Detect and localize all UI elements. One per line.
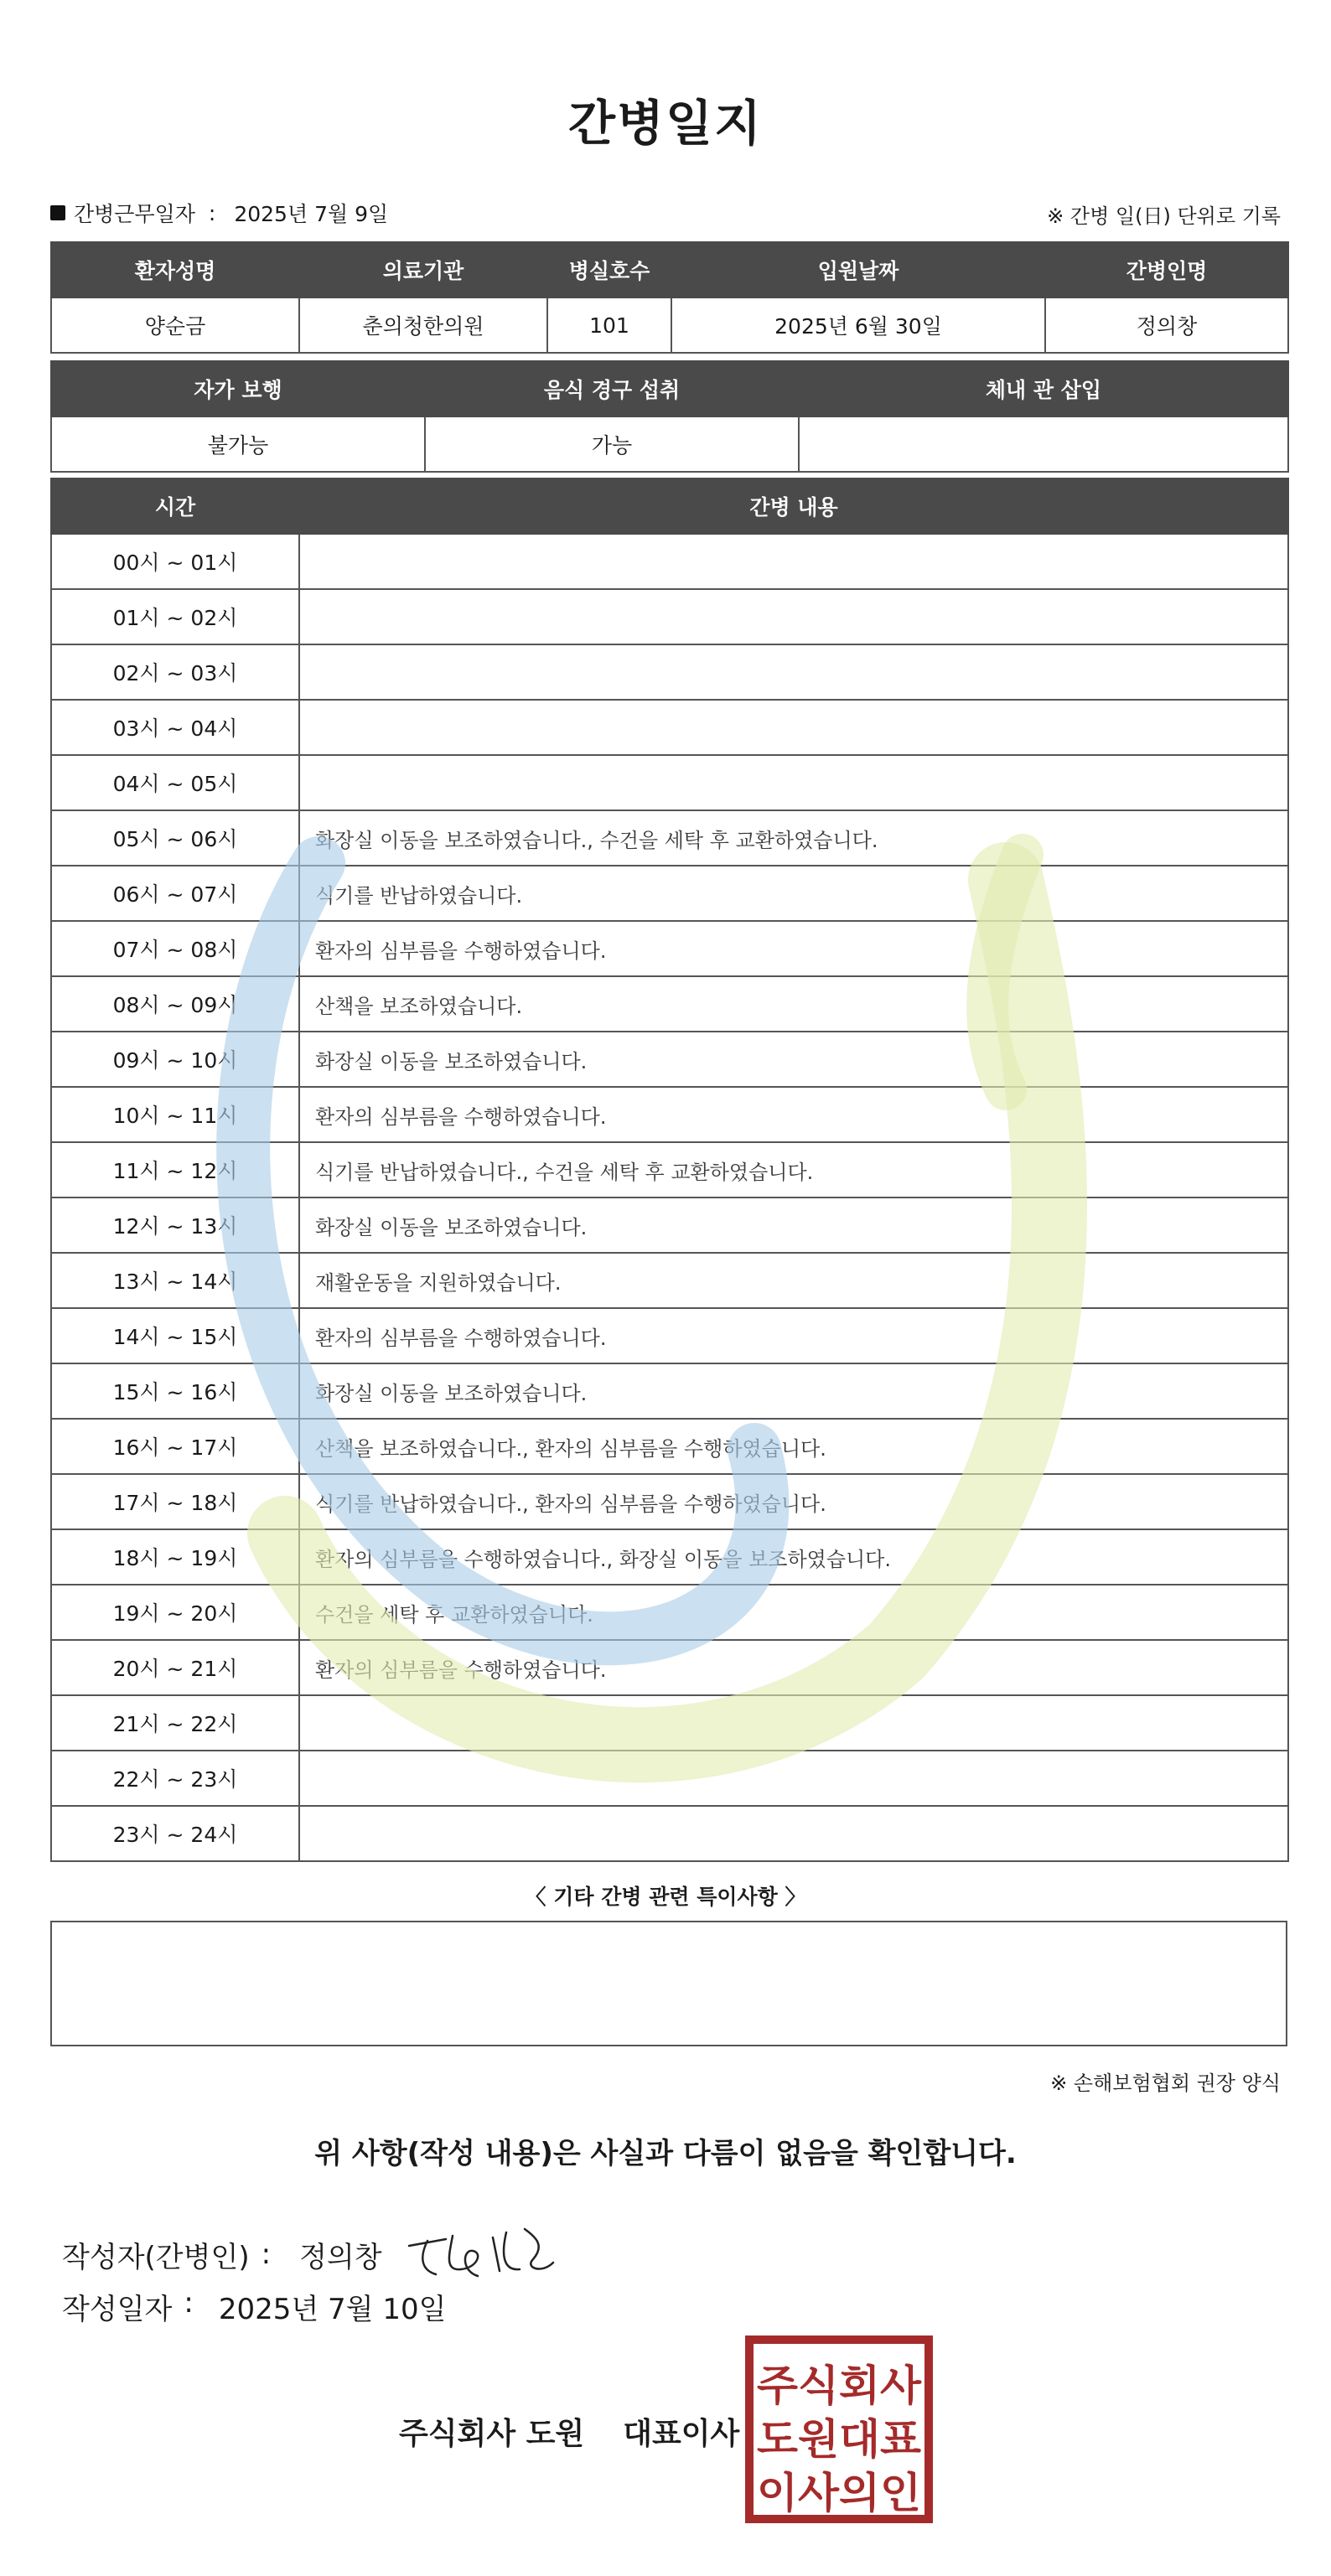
care-log-header-row (51, 478, 1288, 534)
care-log-row (51, 810, 1288, 866)
care-log-time: 09시 ~ 10시 (51, 1032, 299, 1087)
care-log-content: 산책을 보조하였습니다., 환자의 심부름을 수행하였습니다. (299, 1419, 1288, 1474)
header-caregiver-name: 간병인명 (1045, 242, 1288, 297)
care-log-time: 23시 ~ 24시 (51, 1806, 299, 1861)
care-log-row (51, 1806, 1288, 1861)
document-title: 간병일지 (567, 95, 764, 152)
care-log-time: 01시 ~ 02시 (51, 589, 299, 644)
care-log-row (51, 1695, 1288, 1751)
written-date-value: 2025년 7월 10일 (218, 2293, 447, 2326)
written-date-line (62, 2286, 446, 2327)
svg-text:이사의인: 이사의인 (757, 2469, 921, 2517)
special-notes-box (50, 1921, 1287, 2046)
care-log-content (299, 589, 1288, 644)
care-log-content: 환자의 심부름을 수행하였습니다. (299, 1640, 1288, 1695)
care-log-time: 19시 ~ 20시 (51, 1585, 299, 1640)
care-log-content: 화장실 이동을 보조하였습니다. (299, 1197, 1288, 1253)
care-log-content (299, 534, 1288, 589)
care-log-time: 14시 ~ 15시 (51, 1308, 299, 1363)
header-oral-intake: 음식 경구 섭취 (425, 361, 799, 416)
care-log-row (51, 1363, 1288, 1419)
svg-text:주식회사: 주식회사 (757, 2361, 922, 2410)
care-log-time: 00시 ~ 01시 (51, 534, 299, 589)
header-time: 시간 (51, 478, 299, 534)
care-log-content: 화장실 이동을 보조하였습니다. (299, 1363, 1288, 1419)
care-log-time: 11시 ~ 12시 (51, 1142, 299, 1197)
care-log-row (51, 1419, 1288, 1474)
care-log-row (51, 1640, 1288, 1695)
care-log-content (299, 1695, 1288, 1751)
header-room-number: 병실호수 (547, 242, 671, 297)
special-notes-title: 〈 기타 간병 관련 특이사항 〉 (525, 1885, 806, 1909)
patient-info-value-row (51, 297, 1288, 353)
written-date-colon: : (184, 2286, 194, 2320)
care-log-time: 22시 ~ 23시 (51, 1751, 299, 1806)
care-log-content: 식기를 반납하였습니다., 환자의 심부름을 수행하였습니다. (299, 1474, 1288, 1529)
handwritten-signature-icon (402, 2221, 562, 2288)
caregiver-name: 정의창 (1045, 297, 1288, 353)
care-log-time: 20시 ~ 21시 (51, 1640, 299, 1695)
care-log-content (299, 644, 1288, 700)
care-log-row (51, 534, 1288, 589)
confirmation-statement: 위 사항(작성 내용)은 사실과 다름이 없음을 확인합니다. (314, 2137, 1017, 2170)
care-log-content (299, 1806, 1288, 1861)
company-seal-stamp-icon (744, 2335, 934, 2524)
care-log-content: 식기를 반납하였습니다. (299, 866, 1288, 921)
care-log-row (51, 1087, 1288, 1142)
care-log-content: 화장실 이동을 보조하였습니다. (299, 1032, 1288, 1087)
admission-date: 2025년 6월 30일 (671, 297, 1045, 353)
care-log-time: 08시 ~ 09시 (51, 976, 299, 1032)
care-log-time: 07시 ~ 08시 (51, 921, 299, 976)
duty-date-label: 간병근무일자 (74, 202, 195, 226)
square-bullet-icon (50, 205, 65, 220)
care-log-content: 환자의 심부름을 수행하였습니다. (299, 1087, 1288, 1142)
care-log-row (51, 1529, 1288, 1585)
care-log-time: 16시 ~ 17시 (51, 1419, 299, 1474)
care-log-table (50, 478, 1289, 1862)
care-log-time: 02시 ~ 03시 (51, 644, 299, 700)
insurance-association-note: ※ 손해보험협회 권장 양식 (1050, 2072, 1281, 2095)
patient-status-header-row (51, 361, 1288, 416)
care-log-content (299, 1751, 1288, 1806)
oral-intake-value: 가능 (425, 416, 799, 472)
duty-date-line (50, 198, 388, 228)
header-hospital: 의료기관 (299, 242, 547, 297)
care-log-row (51, 976, 1288, 1032)
patient-status-table (50, 360, 1289, 473)
care-log-row (51, 1751, 1288, 1806)
header-admission-date: 입원날짜 (671, 242, 1045, 297)
care-log-row (51, 700, 1288, 755)
tube-insertion-value (799, 416, 1288, 472)
care-log-time: 13시 ~ 14시 (51, 1253, 299, 1308)
header-patient-name: 환자성명 (51, 242, 299, 297)
care-log-content: 수건을 세탁 후 교환하였습니다. (299, 1585, 1288, 1640)
care-log-time: 17시 ~ 18시 (51, 1474, 299, 1529)
patient-info-table (50, 241, 1289, 354)
patient-name: 양순금 (51, 297, 299, 353)
header-tube-insertion: 체내 관 삽입 (799, 361, 1288, 416)
duty-date-value: 2025년 7월 9일 (234, 202, 389, 226)
written-date-label: 작성일자 (62, 2293, 173, 2326)
writer-name: 정의창 (299, 2240, 382, 2274)
care-log-row (51, 1474, 1288, 1529)
care-log-content: 환자의 심부름을 수행하였습니다. (299, 921, 1288, 976)
care-log-time: 03시 ~ 04시 (51, 700, 299, 755)
care-log-row (51, 589, 1288, 644)
care-log-row (51, 1197, 1288, 1253)
care-log-row (51, 1308, 1288, 1363)
self-walking-value: 불가능 (51, 416, 425, 472)
care-log-content: 식기를 반납하였습니다., 수건을 세탁 후 교환하였습니다. (299, 1142, 1288, 1197)
header-self-walking: 자가 보행 (51, 361, 425, 416)
duty-date-colon: : (208, 200, 216, 225)
writer-colon: : (261, 2237, 272, 2271)
care-log-row (51, 644, 1288, 700)
care-log-content (299, 700, 1288, 755)
care-log-time: 15시 ~ 16시 (51, 1363, 299, 1419)
care-log-row (51, 1585, 1288, 1640)
care-log-row (51, 866, 1288, 921)
care-log-row (51, 1142, 1288, 1197)
hospital-name: 춘의청한의원 (299, 297, 547, 353)
care-log-content (299, 755, 1288, 810)
care-log-content: 재활운동을 지원하였습니다. (299, 1253, 1288, 1308)
care-log-time: 21시 ~ 22시 (51, 1695, 299, 1751)
svg-text:도원대표: 도원대표 (757, 2415, 922, 2464)
care-log-content: 환자의 심부름을 수행하였습니다. (299, 1308, 1288, 1363)
care-log-time: 18시 ~ 19시 (51, 1529, 299, 1585)
patient-status-value-row (51, 416, 1288, 472)
care-log-time: 12시 ~ 13시 (51, 1197, 299, 1253)
writer-label: 작성자(간병인) (62, 2240, 250, 2274)
writer-line (62, 2221, 562, 2288)
care-log-time: 04시 ~ 05시 (51, 755, 299, 810)
care-log-row (51, 1253, 1288, 1308)
patient-info-header-row (51, 242, 1288, 297)
care-log-time: 06시 ~ 07시 (51, 866, 299, 921)
representative-title: 대표이사 (623, 2417, 740, 2451)
company-signature-line (399, 2410, 739, 2453)
care-log-row (51, 921, 1288, 976)
care-log-time: 05시 ~ 06시 (51, 810, 299, 866)
record-unit-note: ※ 간병 일(日) 단위로 기록 (1047, 204, 1281, 228)
header-care-content: 간병 내용 (299, 478, 1288, 534)
company-name: 주식회사 도원 (399, 2417, 585, 2451)
care-log-content: 산책을 보조하였습니다. (299, 976, 1288, 1032)
room-number: 101 (547, 297, 671, 353)
care-log-content: 화장실 이동을 보조하였습니다., 수건을 세탁 후 교환하였습니다. (299, 810, 1288, 866)
care-log-time: 10시 ~ 11시 (51, 1087, 299, 1142)
care-log-content: 환자의 심부름을 수행하였습니다., 화장실 이동을 보조하였습니다. (299, 1529, 1288, 1585)
care-log-row (51, 1032, 1288, 1087)
care-log-row (51, 755, 1288, 810)
